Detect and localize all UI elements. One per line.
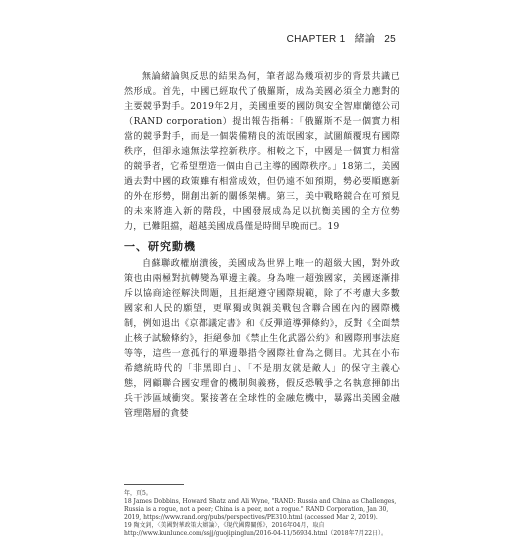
page-number: 25 xyxy=(384,34,396,45)
section-text xyxy=(124,257,400,422)
footnote-continuation: 年，頁5。 xyxy=(124,490,152,497)
footnote-18: 18 James Dobbins, Howard Shatz and Ali Wyne, "RAND: Russia and China as Challenges, Russia is a rogue, not a peer; China is a peer, not a rogue." RAND Corporation, Jan 30, 2019, https://www.rand.org/pubs/perspectives/PE310.html (accessed Mar 2, 2019). xyxy=(124,498,397,521)
chapter-label: CHAPTER 1 xyxy=(286,34,346,45)
intro-text xyxy=(124,70,400,235)
intro-paragraph: 無論緒論與反思的結果為何，筆者認為幾項初步的背景共識已然形成。首先，中國已經取代了俄羅斯，成為美國必須全力應對的主要競爭對手。2019年2月，美國重要的國防與安全智庫蘭德公司（RAND corporation）提出報告指稱：「俄羅斯不是一個實力相當的競爭對手，而是一個裝備精良的流氓國家，試圖顛覆現有國際秩序，但卻永遠無法掌控新秩序。相較之下，中國是一個實力相當的競爭者，它希望塑造一個由自己主導的國際秩序。」18第二，美國過去對中國的政策雖有相當成效，但仍遠不如預期，勢必要順應新的外在形勢，開創出新的關係架構。第三，美中戰略競合在可預見的未來將進入新的階段，中國發展成為足以抗衡美國的全方位勢力，已難阻擋，超越美國成爲僅是時間早晚而已。19 xyxy=(124,72,400,232)
footnotes xyxy=(124,490,400,538)
section-heading: 一、研究動機 xyxy=(124,240,196,253)
footnote-divider xyxy=(124,484,184,485)
chapter-title: 緒論 xyxy=(354,34,376,45)
section-paragraph: 自蘇聯政權崩潰後，美國成為世界上唯一的超級大國，對外政策也由兩極對抗轉變為單邊主義。身為唯一超強國家，美國逐漸排斥以協商途徑解決問題，且拒絕遵守國際規範，除了不考慮大多數國家和人民的願望，更單獨或與親美戰包含聯合國在內的國際機制，例如退出《京都議定書》和《反彈道導彈條約》，反對《全面禁止核子試驗條約》，拒絕參加《禁止生化武器公約》和國際刑事法庭等等，這些一意孤行的單邊舉措令國際社會為之側目。尤其在小布希總統時代的「非黑即白」、「不是朋友就是敵人」的保守主義心態，罔顧聯合國安理會的機制與義務，假反恐戰爭之名執意揮師出兵干涉區域衝突。緊接著在全球性的金融危機中，暴露出美國金融管理階層的貪婪 xyxy=(124,259,400,419)
footnote-19: 19 陶文釗，〈美國對華政策大辯論〉，《現代國際關係》，2016年04月，取自http://www.kunlunce.com/ssjj/guojipinglun/2016-04-11/56934.html（2018年7月22日）。 xyxy=(124,522,388,537)
running-header xyxy=(281,30,396,45)
